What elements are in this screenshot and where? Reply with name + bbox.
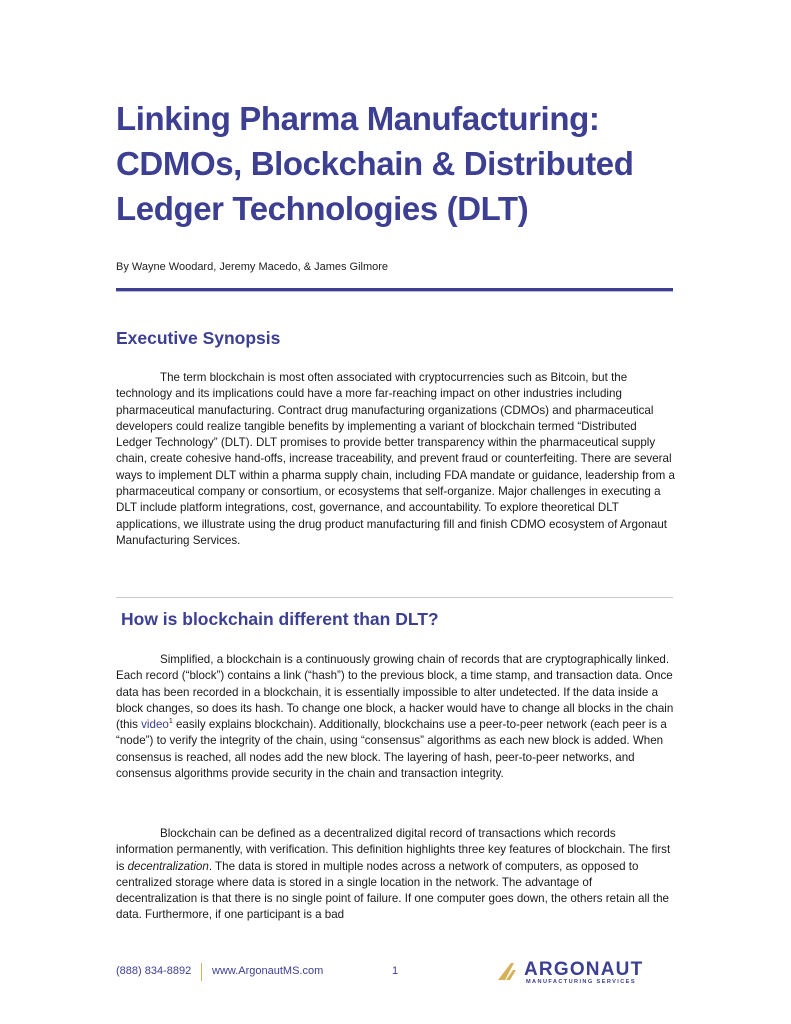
page-footer: [116, 959, 673, 985]
logo-tagline: MANUFACTURING SERVICES: [526, 979, 636, 985]
author-byline: By Wayne Woodard, Jeremy Macedo, & James Gilmore: [116, 261, 389, 273]
page-number: 1: [392, 965, 399, 977]
title-divider: [116, 288, 673, 292]
executive-synopsis-paragraph: [116, 370, 676, 549]
p2-text-after: . The data is stored in multiple nodes across a network of computers, as opposed to centralized storage where data is stored in a single location in the network. The advantage of decentralization is that there is no single point of failure. If one computer goes down, the others retain all the data. Furthermore, if one participant is a bad: [116, 859, 669, 922]
footer-separator: [201, 963, 202, 981]
p1-text-after: easily explains blockchain). Additionally, blockchains use a peer-to-peer network (each peer is a “node”) to verify the integrity of the chain, using “consensus” algorithms as each new block is added. When consensus is reached, all nodes add the new block. The layering of hash, peer-to-peer networks, and consensus algorithms provide security in the chain and transaction integrity.: [116, 718, 667, 781]
section-divider: [116, 597, 673, 598]
logo-wordmark: ARGONAUT: [524, 959, 644, 980]
p2-text-before: Blockchain can be defined as a decentralized digital record of transactions which records information permanently, with verification. This definition highlights three key features of blockchain. The first is: [116, 827, 671, 873]
footer-website-link[interactable]: www.ArgonautMS.com: [212, 965, 324, 977]
blockchain-paragraph-2: [116, 826, 676, 924]
title-line-3: Ledger Technologies (DLT): [116, 190, 529, 227]
footer-phone: (888) 834-8892: [116, 965, 192, 977]
title-line-1: Linking Pharma Manufacturing:: [116, 100, 600, 137]
argonaut-logo: [496, 959, 673, 985]
p2-emphasis: decentralization: [127, 859, 209, 873]
title-line-2: CDMOs, Blockchain & Distributed: [116, 145, 634, 182]
blockchain-vs-dlt-heading: How is blockchain different than DLT?: [121, 609, 439, 629]
document-title: [116, 96, 716, 231]
p1-text-before: Simplified, a blockchain is a continuously growing chain of records that are cryptographically linked. Each record (“block”) contains a link (“hash”) to the previous block, a time stamp, and transaction data. Once data has been recorded in a blockchain, it is essentially impossible to alter undetected. If the data inside a block changes, so does its hash. To change one block, a hacker would have to change all blocks in the chain (this: [116, 653, 674, 732]
video-link[interactable]: video: [141, 718, 169, 732]
footnote-ref: 1: [168, 718, 173, 726]
exec-paragraph-text: The term blockchain is most often associated with cryptocurrencies such as Bitcoin, but the technology and its implications could have a more far-reaching impact on other industries including pharmaceutical manufacturing. Contract drug manufacturing organizations (CDMOs) and pharmaceutical developers could realize tangible benefits by implementing a variant of blockchain termed “Distributed Ledger Technology” (DLT). DLT promises to provide better transparency within the pharmaceutical supply chain, create cohesive hand-offs, increase traceability, and prevent fraud or counterfeiting. There are several ways to implement DLT within a pharma supply chain, including FDA mandate or guidance, leadership from a pharmaceutical company or consortium, or ecosystems that self-organize. Major challenges in executing a DLT include platform integrations, cost, governance, and accountability. To explore theoretical DLT applications, we illustrate using the drug product manufacturing fill and finish CDMO ecosystem of Argonaut Manufacturing Services.: [116, 371, 675, 547]
blockchain-paragraph-1: [116, 652, 676, 782]
argonaut-sail-icon: [496, 961, 526, 981]
executive-synopsis-heading: Executive Synopsis: [116, 328, 281, 348]
